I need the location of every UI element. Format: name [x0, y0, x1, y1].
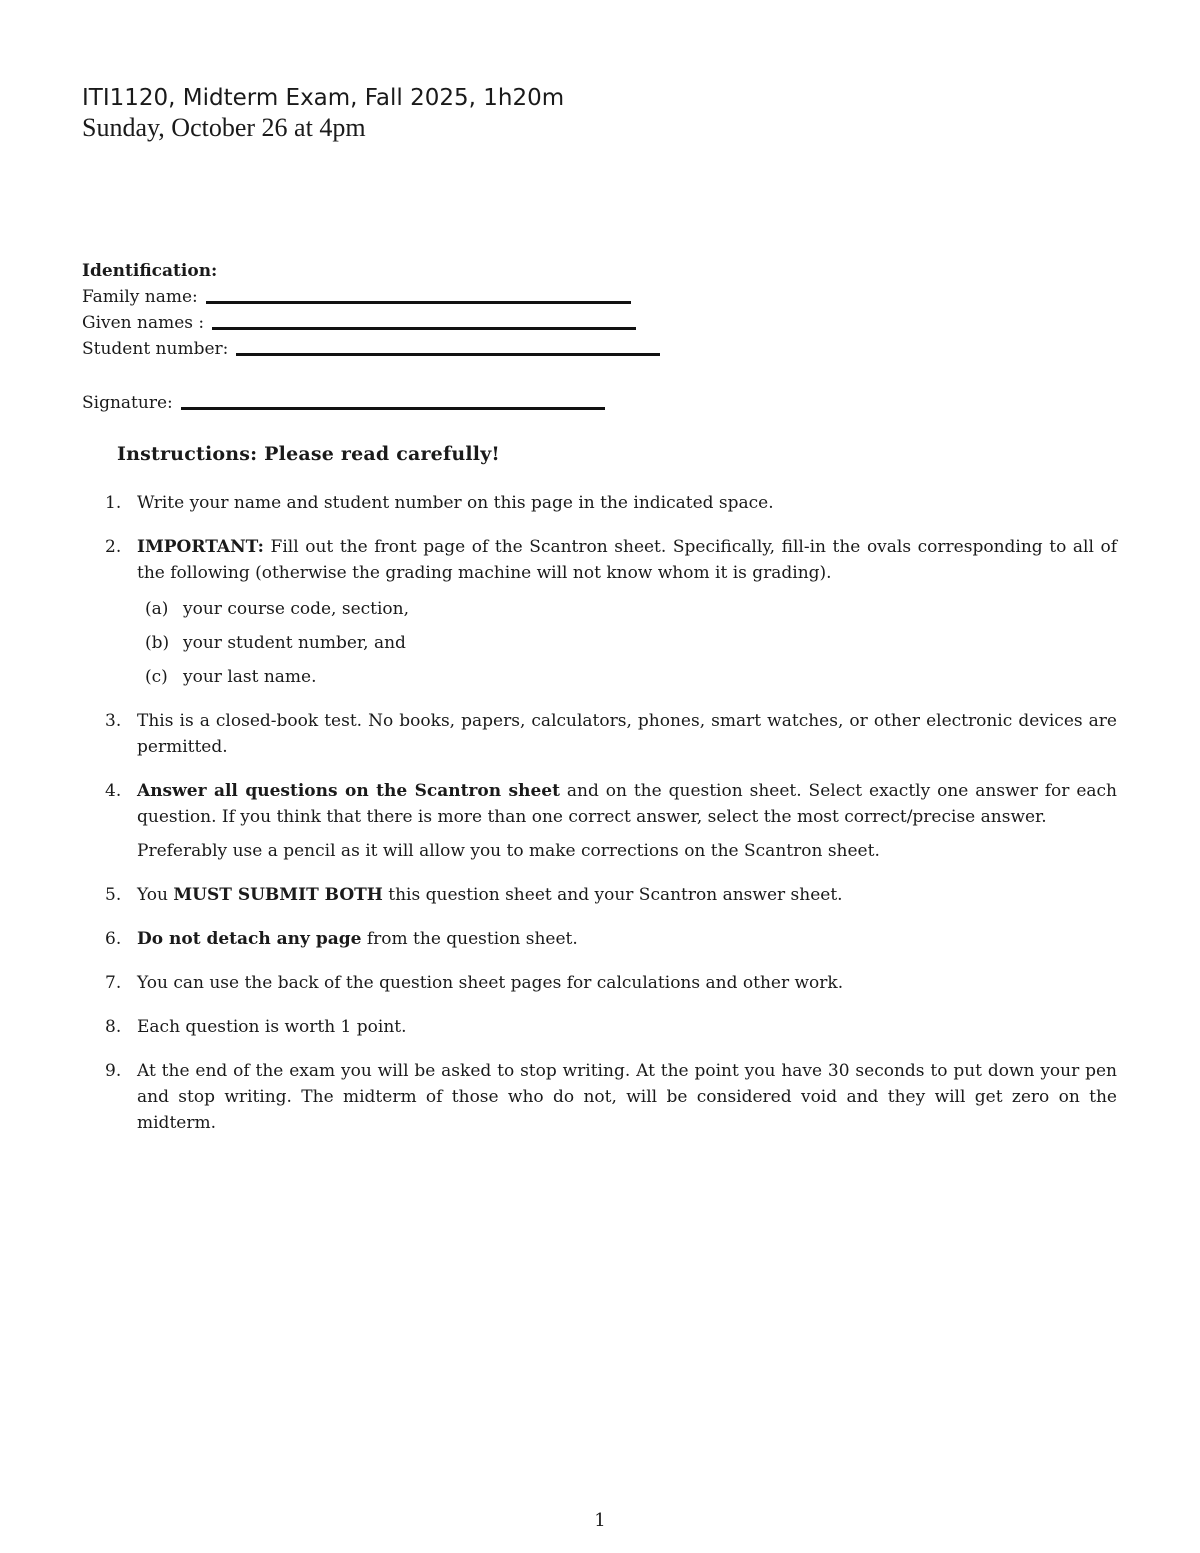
item-bold-text: Do not detach any page — [137, 929, 362, 949]
item-text: Fill out the front page of the Scantron sheet. Specifically, fill-in the ovals corresponding to all of the following (otherwise the grading machine will not know whom it is grading). — [137, 537, 1117, 583]
family-name-row — [82, 284, 660, 310]
item-text: from the question sheet. — [361, 929, 578, 949]
list-item — [105, 882, 1117, 908]
item-bold-text: Answer all questions on the Scantron sheet — [137, 781, 560, 801]
item-number: 1. — [105, 493, 122, 513]
sub-list-item — [137, 596, 1117, 622]
item-text: and on the question sheet. Select exactly one answer for each question. If you think that there is more than one correct answer, select the most correct/precise answer. — [137, 781, 1117, 827]
family-name-label: Family name: — [82, 287, 198, 307]
list-item — [105, 970, 1117, 996]
item-text: Each question is worth 1 point. — [137, 1017, 407, 1037]
student-number-row — [82, 336, 660, 362]
item-text: You can use the back of the question sheet pages for calculations and other work. — [137, 973, 844, 993]
identification-heading: Identification: — [82, 261, 218, 281]
item-extra-text: Preferably use a pencil as it will allow you to make corrections on the Scantron sheet. — [137, 841, 880, 861]
item-number: 5. — [105, 885, 122, 905]
item-number: 2. — [105, 537, 122, 557]
list-item — [105, 778, 1117, 864]
identification-section — [82, 258, 660, 416]
exam-title: ITI1120, Midterm Exam, Fall 2025, 1h20m — [82, 85, 565, 111]
item-text: This is a closed-book test. No books, papers, calculators, phones, smart watches, or other electronic devices are permitted. — [137, 711, 1117, 757]
item-number: 3. — [105, 711, 122, 731]
item-bold-text: IMPORTANT: — [137, 537, 264, 557]
item-text: Write your name and student number on this page in the indicated space. — [137, 493, 774, 513]
student-number-field[interactable] — [236, 353, 660, 356]
list-item — [105, 490, 1117, 516]
given-names-field[interactable] — [212, 327, 636, 330]
item-pre-text: You — [137, 885, 174, 905]
item-number: 4. — [105, 781, 122, 801]
student-number-label: Student number: — [82, 339, 229, 359]
item-text: this question sheet and your Scantron answer sheet. — [382, 885, 843, 905]
list-item — [105, 534, 1117, 690]
sub-item-text: your student number, and — [183, 633, 406, 653]
exam-date: Sunday, October 26 at 4pm — [82, 113, 366, 142]
sub-item-label: (a) — [145, 599, 169, 619]
item-bold-text: MUST SUBMIT BOTH — [173, 885, 383, 905]
sub-item-label: (b) — [145, 633, 170, 653]
sub-list — [137, 596, 1117, 690]
sub-item-label: (c) — [145, 667, 168, 687]
list-item — [105, 708, 1117, 760]
list-item — [105, 926, 1117, 952]
family-name-field[interactable] — [206, 301, 631, 304]
given-names-label: Given names : — [82, 313, 205, 333]
item-number: 7. — [105, 973, 122, 993]
exam-header — [82, 82, 564, 142]
sub-list-item — [137, 630, 1117, 656]
given-names-row — [82, 310, 660, 336]
item-number: 9. — [105, 1061, 122, 1081]
item-text: At the end of the exam you will be asked to stop writing. At the point you have 30 seconds to put down your pen and stop writing. The midterm of those who do not, will be considered void and they will get zero on the midterm. — [137, 1061, 1117, 1133]
item-number: 8. — [105, 1017, 122, 1037]
instructions-heading: Instructions: Please read carefully! — [117, 443, 500, 465]
sub-list-item — [137, 664, 1117, 690]
signature-row — [82, 390, 660, 416]
page-number: 1 — [594, 1510, 606, 1531]
list-item — [105, 1014, 1117, 1040]
signature-field[interactable] — [181, 407, 605, 410]
sub-item-text: your course code, section, — [183, 599, 410, 619]
signature-label: Signature: — [82, 393, 173, 413]
instructions-list — [105, 490, 1117, 1154]
sub-item-text: your last name. — [183, 667, 317, 687]
list-item — [105, 1058, 1117, 1136]
item-number: 6. — [105, 929, 122, 949]
